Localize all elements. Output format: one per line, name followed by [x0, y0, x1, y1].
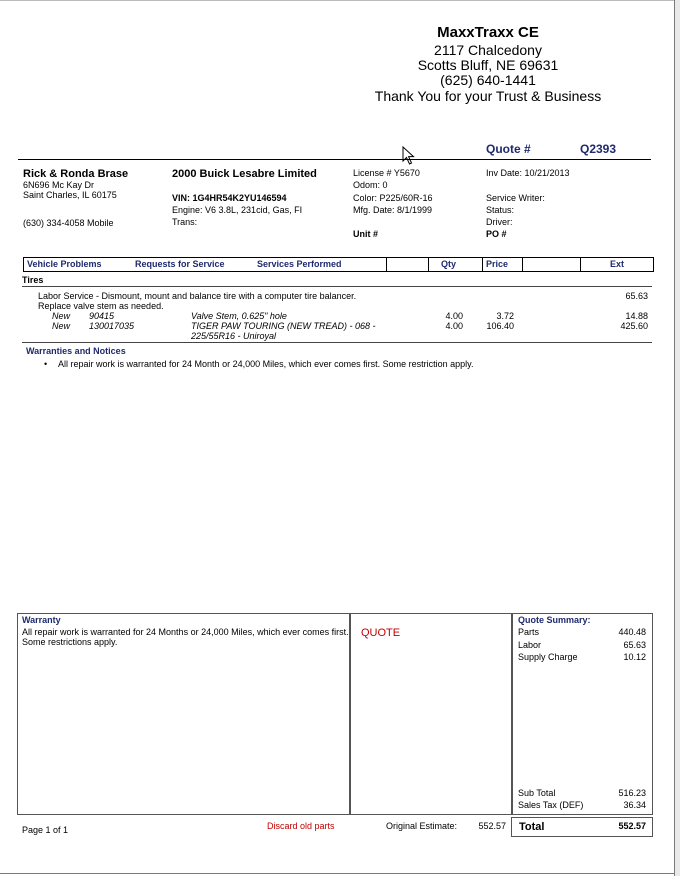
- summary-total-value: 552.57: [618, 821, 646, 831]
- warranties-title: Warranties and Notices: [26, 346, 126, 356]
- part-description: TIGER PAW TOURING (NEW TREAD) - 068 -: [191, 321, 376, 331]
- discard-old-parts: Discard old parts: [267, 821, 335, 831]
- unit-number: Unit #: [353, 229, 379, 239]
- part-ext: 425.60: [620, 321, 648, 331]
- part-number: 90415: [89, 311, 115, 321]
- original-estimate-label: Original Estimate:: [386, 821, 458, 831]
- part-number: 130017035: [89, 321, 135, 331]
- customer-phone: (630) 334-4058 Mobile: [23, 218, 114, 228]
- col-services-performed: Services Performed: [257, 259, 342, 269]
- summary-tax-label: Sales Tax (DEF): [518, 800, 584, 810]
- part-condition: New: [52, 321, 71, 331]
- vehicle-color: Color: P225/60R-16: [353, 193, 433, 203]
- company-phone: (625) 640-1441: [440, 72, 536, 88]
- summary-subtotal-value: 516.23: [618, 788, 646, 798]
- mouse-cursor-icon: [402, 146, 416, 166]
- section-title: Tires: [22, 275, 44, 285]
- quote-label: Quote #: [486, 142, 531, 156]
- section-bottom-divider: [22, 342, 652, 343]
- part-description: Valve Stem, 0.625" hole: [191, 311, 287, 321]
- page-number: Page 1 of 1: [22, 825, 69, 835]
- summary-supply-label: Supply Charge: [518, 652, 578, 662]
- col-divider: [386, 258, 387, 271]
- page-edge-top: [0, 0, 675, 1]
- part-condition: New: [52, 311, 71, 321]
- customer-address-line2: Saint Charles, IL 60175: [23, 190, 117, 200]
- driver: Driver:: [486, 217, 513, 227]
- part-description-cont: 225/55R16 - Uniroyal: [191, 331, 277, 341]
- labor-description-line2: Replace valve stem as needed.: [38, 301, 164, 311]
- col-qty: Qty: [441, 259, 457, 269]
- header-divider: [18, 159, 651, 160]
- summary-supply-value: 10.12: [623, 652, 646, 662]
- col-requests-for-service: Requests for Service: [135, 259, 225, 269]
- section-divider: [22, 286, 652, 287]
- summary-parts-value: 440.48: [618, 627, 646, 637]
- company-address-line2: Scotts Bluff, NE 69631: [417, 57, 559, 73]
- summary-labor-label: Labor: [518, 640, 542, 650]
- invoice-date: Inv Date: 10/21/2013: [486, 168, 570, 178]
- vehicle-trans: Trans:: [172, 217, 198, 227]
- po-number: PO #: [486, 229, 507, 239]
- page-edge-bottom: [0, 873, 675, 874]
- company-name: MaxxTraxx CE: [437, 24, 539, 41]
- quote-number: Q2393: [580, 142, 617, 156]
- warranties-text: All repair work is warranted for 24 Month or 24,000 Miles, which ever comes first. Some restriction apply.: [58, 359, 474, 369]
- manufacture-date: Mfg. Date: 8/1/1999: [353, 205, 433, 215]
- col-divider: [482, 258, 483, 271]
- part-qty: 4.00: [445, 321, 463, 331]
- line-items-header: [23, 257, 654, 272]
- warranty-box-line2: Some restrictions apply.: [22, 637, 118, 647]
- col-divider: [522, 258, 523, 271]
- customer-address-line1: 6N696 Mc Kay Dr: [23, 180, 95, 190]
- summary-parts-label: Parts: [518, 627, 540, 637]
- page-shadow: [675, 0, 680, 876]
- part-ext: 14.88: [625, 311, 648, 321]
- customer-name: Rick & Ronda Brase: [23, 168, 129, 180]
- col-vehicle-problems: Vehicle Problems: [27, 259, 102, 269]
- col-divider: [580, 258, 581, 271]
- labor-description-line1: Labor Service - Dismount, mount and balance tire with a computer tire balancer.: [38, 291, 357, 301]
- odometer: Odom: 0: [353, 180, 388, 190]
- company-address-line1: 2117 Chalcedony: [434, 42, 542, 58]
- license-number: License # Y5670: [353, 168, 420, 178]
- col-divider: [428, 258, 429, 271]
- warranty-box-line1: All repair work is warranted for 24 Months or 24,000 Miles, which ever comes first.: [22, 627, 349, 637]
- quote-stamp: QUOTE: [361, 627, 401, 639]
- warranty-bullet: •: [44, 359, 48, 369]
- part-price: 106.40: [486, 321, 514, 331]
- vehicle-vin: VIN: 1G4HR54K2YU146594: [172, 193, 287, 203]
- labor-ext: 65.63: [625, 291, 648, 301]
- warranty-box-title: Warranty: [22, 615, 61, 625]
- col-price: Price: [486, 259, 509, 269]
- original-estimate-value: 552.57: [478, 821, 506, 831]
- summary-subtotal-label: Sub Total: [518, 788, 556, 798]
- company-tagline: Thank You for your Trust & Business: [374, 88, 602, 104]
- summary-total-label: Total: [519, 821, 545, 833]
- part-qty: 4.00: [445, 311, 463, 321]
- col-ext: Ext: [610, 259, 625, 269]
- vehicle-title: 2000 Buick Lesabre Limited: [172, 168, 317, 180]
- summary-labor-value: 65.63: [623, 640, 646, 650]
- vehicle-engine: Engine: V6 3.8L, 231cid, Gas, FI: [172, 205, 303, 215]
- quote-summary-title: Quote Summary:: [518, 615, 591, 625]
- service-writer: Service Writer:: [486, 193, 545, 203]
- quote-stamp-box: [349, 613, 513, 815]
- status: Status:: [486, 205, 515, 215]
- summary-tax-value: 36.34: [623, 800, 646, 810]
- part-price: 3.72: [496, 311, 514, 321]
